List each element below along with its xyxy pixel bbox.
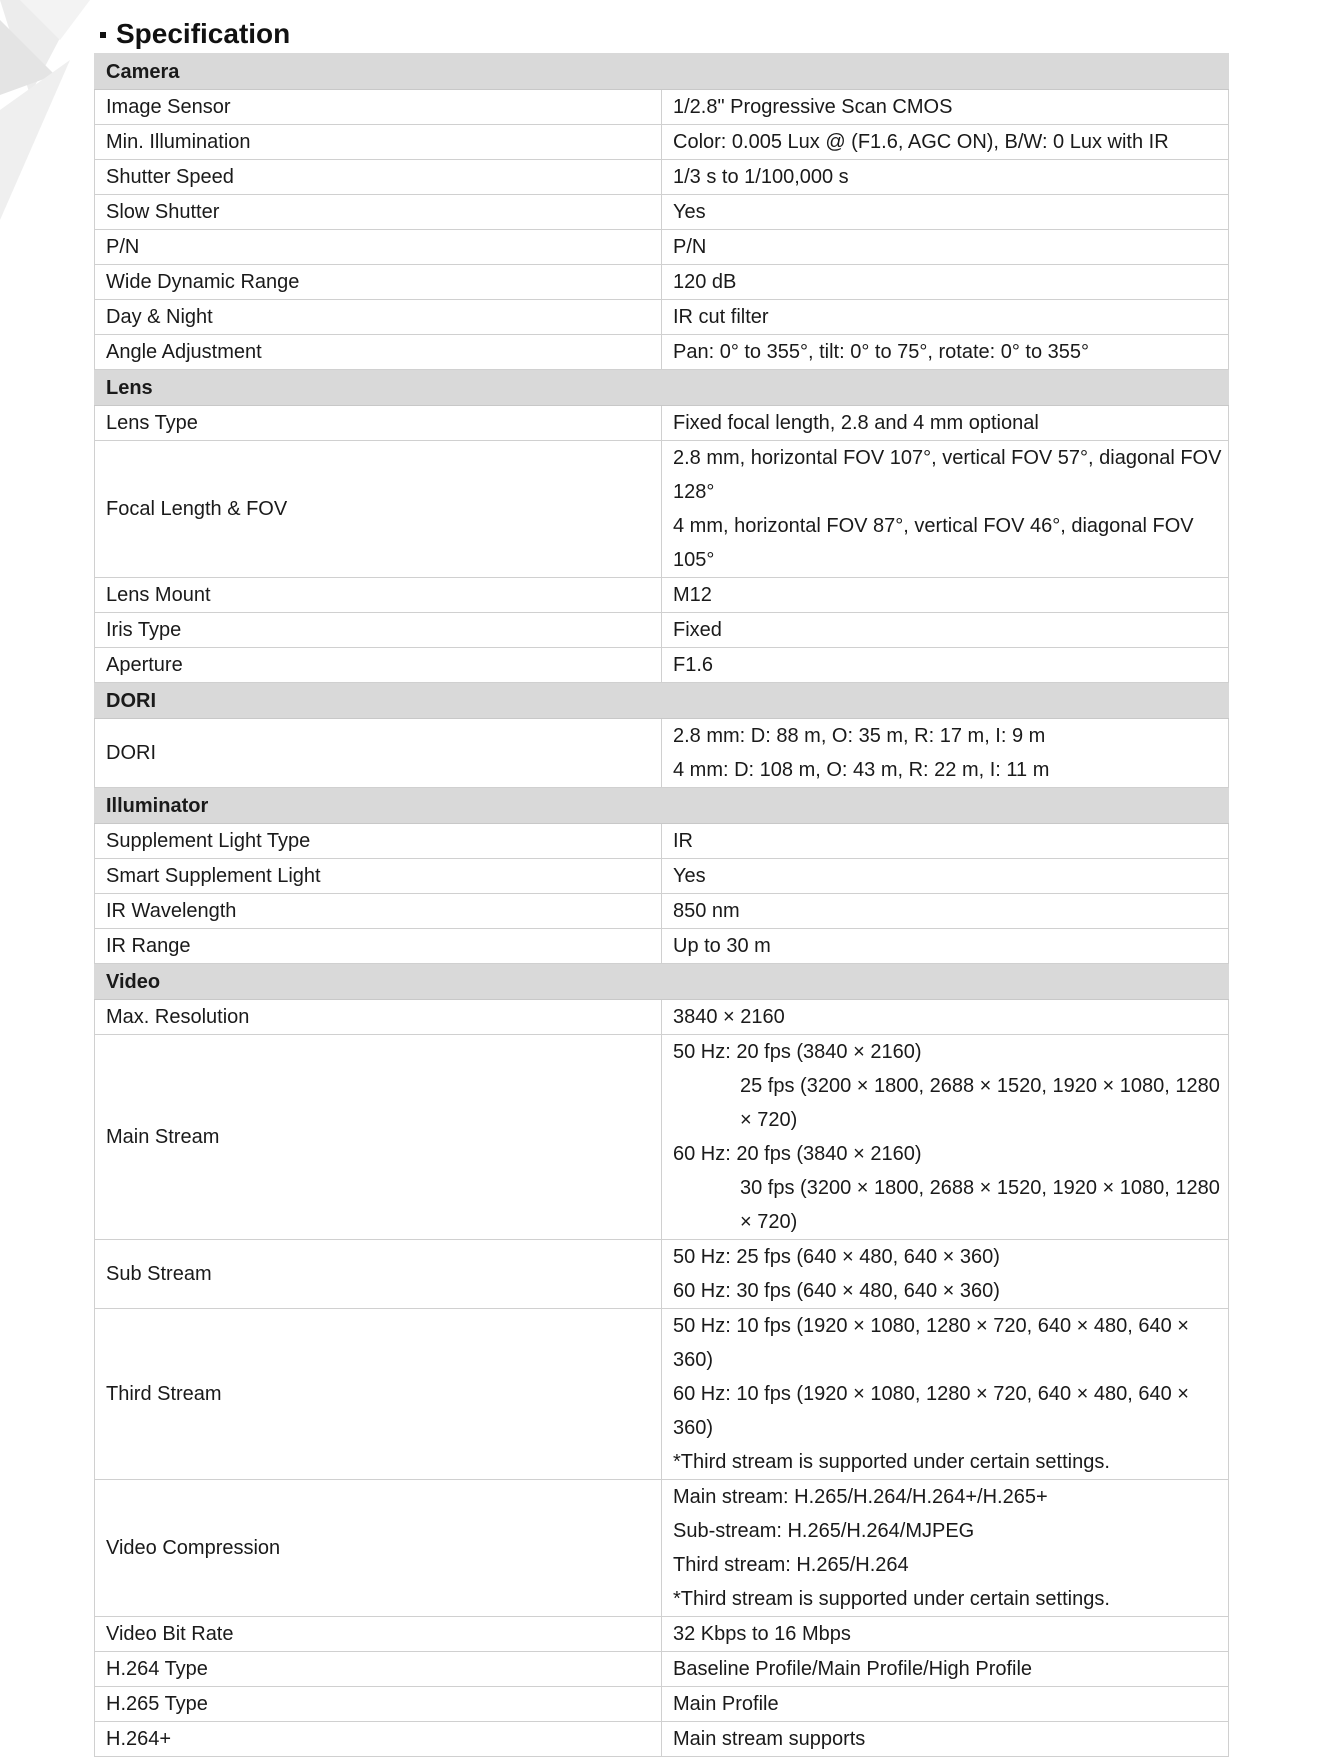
spec-row bbox=[95, 1035, 1229, 1240]
spec-value-line: IR cut filter bbox=[673, 306, 769, 328]
spec-value-line: 4 mm, horizontal FOV 87°, vertical FOV 46°, diagonal FOV 105° bbox=[673, 515, 1194, 571]
spec-row bbox=[95, 824, 1229, 859]
section-title: Illuminator bbox=[95, 788, 1229, 824]
spec-value-line: 850 nm bbox=[673, 900, 740, 922]
spec-value-line: 25 fps (3200 × 1800, 2688 × 1520, 1920 × 1080, 1280 × 720) bbox=[740, 1075, 1220, 1131]
spec-label: Slow Shutter bbox=[95, 195, 662, 230]
spec-value-line: 60 Hz: 10 fps (1920 × 1080, 1280 × 720, 640 × 480, 640 × 360) bbox=[673, 1383, 1189, 1439]
spec-value bbox=[662, 265, 1229, 300]
bullet-icon bbox=[100, 32, 106, 38]
spec-value bbox=[662, 1000, 1229, 1035]
spec-value-line: 1/2.8" Progressive Scan CMOS bbox=[673, 96, 953, 118]
spec-value-line: Fixed focal length, 2.8 and 4 mm optional bbox=[673, 412, 1039, 434]
spec-value-line: P/N bbox=[673, 236, 707, 258]
spec-label: Third Stream bbox=[95, 1309, 662, 1480]
spec-value-line: IR bbox=[673, 830, 693, 852]
spec-value-line: 120 dB bbox=[673, 271, 737, 293]
section-header bbox=[95, 964, 1229, 1000]
spec-label: Sub Stream bbox=[95, 1240, 662, 1309]
specification-table bbox=[94, 53, 1229, 1757]
spec-label: Day & Night bbox=[95, 300, 662, 335]
spec-value-line: *Third stream is supported under certain settings. bbox=[673, 1588, 1110, 1610]
spec-value bbox=[662, 929, 1229, 964]
spec-value bbox=[662, 90, 1229, 125]
spec-value-line: 60 Hz: 20 fps (3840 × 2160) bbox=[673, 1143, 922, 1165]
spec-label: H.265 Type bbox=[95, 1687, 662, 1722]
spec-value-line: Sub-stream: H.265/H.264/MJPEG bbox=[673, 1520, 975, 1542]
spec-value bbox=[662, 160, 1229, 195]
spec-value-line: Up to 30 m bbox=[673, 935, 771, 957]
spec-row bbox=[95, 894, 1229, 929]
spec-row bbox=[95, 300, 1229, 335]
spec-value-line: Main stream: H.265/H.264/H.264+/H.265+ bbox=[673, 1486, 1048, 1508]
spec-label: Main Stream bbox=[95, 1035, 662, 1240]
section-header bbox=[95, 370, 1229, 406]
section-title: DORI bbox=[95, 683, 1229, 719]
spec-value-line: 50 Hz: 10 fps (1920 × 1080, 1280 × 720, 640 × 480, 640 × 360) bbox=[673, 1315, 1189, 1371]
spec-row bbox=[95, 160, 1229, 195]
spec-row bbox=[95, 230, 1229, 265]
spec-value bbox=[662, 578, 1229, 613]
spec-value-line: 1/3 s to 1/100,000 s bbox=[673, 166, 849, 188]
spec-label: P/N bbox=[95, 230, 662, 265]
spec-value bbox=[662, 1035, 1229, 1240]
spec-value bbox=[662, 1309, 1229, 1480]
spec-value bbox=[662, 1722, 1229, 1757]
spec-value-line: Yes bbox=[673, 201, 706, 223]
spec-value bbox=[662, 195, 1229, 230]
spec-row bbox=[95, 613, 1229, 648]
spec-value-line: 3840 × 2160 bbox=[673, 1006, 785, 1028]
spec-row bbox=[95, 1617, 1229, 1652]
spec-label: IR Range bbox=[95, 929, 662, 964]
spec-label: Angle Adjustment bbox=[95, 335, 662, 370]
spec-label: Image Sensor bbox=[95, 90, 662, 125]
spec-row bbox=[95, 265, 1229, 300]
spec-value-line: 50 Hz: 20 fps (3840 × 2160) bbox=[673, 1041, 922, 1063]
spec-value bbox=[662, 1480, 1229, 1617]
spec-value bbox=[662, 300, 1229, 335]
spec-value-line: 60 Hz: 30 fps (640 × 480, 640 × 360) bbox=[673, 1280, 1000, 1302]
spec-row bbox=[95, 406, 1229, 441]
spec-value-line: Yes bbox=[673, 865, 706, 887]
spec-row bbox=[95, 1000, 1229, 1035]
spec-value-line: 4 mm: D: 108 m, O: 43 m, R: 22 m, I: 11 m bbox=[673, 759, 1050, 781]
spec-row bbox=[95, 125, 1229, 160]
spec-label: Focal Length & FOV bbox=[95, 441, 662, 578]
section-header bbox=[95, 788, 1229, 824]
spec-row bbox=[95, 1240, 1229, 1309]
spec-value-line: 2.8 mm, horizontal FOV 107°, vertical FOV 57°, diagonal FOV 128° bbox=[673, 447, 1222, 503]
spec-label: Iris Type bbox=[95, 613, 662, 648]
spec-value bbox=[662, 719, 1229, 788]
spec-value-line: Fixed bbox=[673, 619, 722, 641]
spec-value bbox=[662, 441, 1229, 578]
spec-row bbox=[95, 578, 1229, 613]
spec-value-line: 50 Hz: 25 fps (640 × 480, 640 × 360) bbox=[673, 1246, 1000, 1268]
spec-value-line: 2.8 mm: D: 88 m, O: 35 m, R: 17 m, I: 9 m bbox=[673, 725, 1046, 747]
spec-row bbox=[95, 441, 1229, 578]
spec-label: Video Bit Rate bbox=[95, 1617, 662, 1652]
spec-value bbox=[662, 1687, 1229, 1722]
spec-row bbox=[95, 1480, 1229, 1617]
page-title bbox=[100, 14, 290, 54]
spec-value bbox=[662, 859, 1229, 894]
spec-row bbox=[95, 719, 1229, 788]
spec-value bbox=[662, 1240, 1229, 1309]
spec-value-line: Color: 0.005 Lux @ (F1.6, AGC ON), B/W: 0 Lux with IR bbox=[673, 131, 1169, 153]
spec-value-line: *Third stream is supported under certain settings. bbox=[673, 1451, 1110, 1473]
page-title-text: Specification bbox=[116, 18, 291, 49]
spec-row bbox=[95, 195, 1229, 230]
spec-label: Smart Supplement Light bbox=[95, 859, 662, 894]
section-header bbox=[95, 54, 1229, 90]
section-title: Video bbox=[95, 964, 1229, 1000]
spec-value-line: Third stream: H.265/H.264 bbox=[673, 1554, 909, 1576]
spec-value-line: 30 fps (3200 × 1800, 2688 × 1520, 1920 × 1080, 1280 × 720) bbox=[740, 1177, 1220, 1233]
spec-row bbox=[95, 1309, 1229, 1480]
spec-row bbox=[95, 1687, 1229, 1722]
spec-value bbox=[662, 1617, 1229, 1652]
spec-value bbox=[662, 648, 1229, 683]
spec-value-line: Main Profile bbox=[673, 1693, 779, 1715]
spec-value-line: F1.6 bbox=[673, 654, 714, 676]
spec-row bbox=[95, 929, 1229, 964]
spec-value bbox=[662, 824, 1229, 859]
spec-label: Wide Dynamic Range bbox=[95, 265, 662, 300]
spec-row bbox=[95, 335, 1229, 370]
spec-label: Lens Mount bbox=[95, 578, 662, 613]
spec-value bbox=[662, 230, 1229, 265]
section-header bbox=[95, 683, 1229, 719]
spec-label: Lens Type bbox=[95, 406, 662, 441]
spec-row bbox=[95, 1722, 1229, 1757]
spec-label: Supplement Light Type bbox=[95, 824, 662, 859]
spec-row bbox=[95, 648, 1229, 683]
section-title: Lens bbox=[95, 370, 1229, 406]
spec-value bbox=[662, 335, 1229, 370]
spec-value bbox=[662, 125, 1229, 160]
spec-value-line: Pan: 0° to 355°, tilt: 0° to 75°, rotate: 0° to 355° bbox=[673, 341, 1090, 363]
spec-value bbox=[662, 1652, 1229, 1687]
spec-row bbox=[95, 90, 1229, 125]
spec-value-line: 32 Kbps to 16 Mbps bbox=[673, 1623, 851, 1645]
spec-label: Aperture bbox=[95, 648, 662, 683]
spec-label: H.264+ bbox=[95, 1722, 662, 1757]
spec-label: H.264 Type bbox=[95, 1652, 662, 1687]
spec-value bbox=[662, 406, 1229, 441]
spec-label: Max. Resolution bbox=[95, 1000, 662, 1035]
section-title: Camera bbox=[95, 54, 1229, 90]
spec-row bbox=[95, 859, 1229, 894]
spec-label: Video Compression bbox=[95, 1480, 662, 1617]
spec-label: Shutter Speed bbox=[95, 160, 662, 195]
spec-value-line: Main stream supports bbox=[673, 1728, 866, 1750]
spec-value bbox=[662, 894, 1229, 929]
spec-label: DORI bbox=[95, 719, 662, 788]
spec-label: Min. Illumination bbox=[95, 125, 662, 160]
spec-value bbox=[662, 613, 1229, 648]
spec-label: IR Wavelength bbox=[95, 894, 662, 929]
spec-row bbox=[95, 1652, 1229, 1687]
spec-value-line: Baseline Profile/Main Profile/High Profile bbox=[673, 1658, 1033, 1680]
spec-value-line: M12 bbox=[673, 584, 712, 606]
